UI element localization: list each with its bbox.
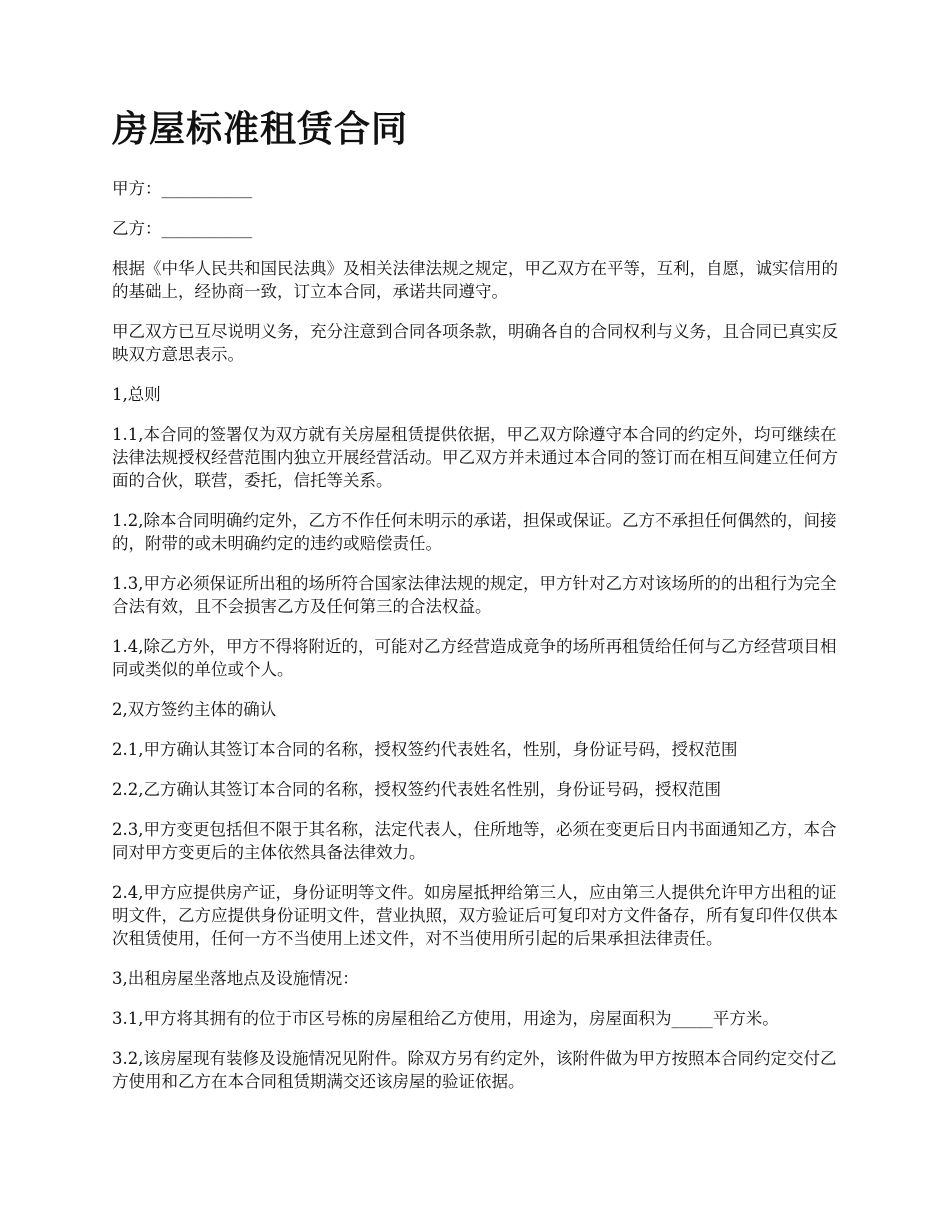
section-heading-2: 2,双方签约主体的确认	[112, 700, 277, 720]
clause-2-2: 2.2,乙方确认其签订本合同的名称，授权签约代表姓名性别，身份证号码，授权范围	[112, 780, 721, 800]
document-title: 房屋标准租赁合同	[112, 108, 409, 150]
party-b-line: 乙方：___________	[112, 219, 253, 239]
clause-2-3: 2.3,甲方变更包括但不限于其名称，法定代表人，住所地等，必须在变更后日内书面通知乙方，本合同对甲方变更后的主体依然具备法律效力。	[112, 820, 837, 863]
clause-1-2: 1.2,除本合同明确约定外，乙方不作任何未明示的承诺，担保或保证。乙方不承担任何偶然的，间接的，附带的或未明确约定的违约或赔偿责任。	[112, 511, 837, 554]
clause-1-1: 1.1,本合同的签署仅为双方就有关房屋租赁提供依据，甲乙双方除遵守本合同的约定外，均可继续在法律法规授权经营范围内独立开展经营活动。甲乙双方并未通过本合同的签订而在相互间建立任何方面的合伙，联营，委托，信托等关系。	[112, 425, 838, 491]
clause-1-4: 1.4,除乙方外，甲方不得将附近的，可能对乙方经营造成竟争的场所再租赁给任何与乙方经营项目相同或类似的单位或个人。	[112, 637, 837, 680]
section-heading-3: 3,出租房屋坐落地点及设施情况：	[112, 969, 359, 989]
section-heading-1: 1,总则	[112, 385, 161, 405]
clause-1-3: 1.3,甲方必须保证所出租的场所符合国家法律法规的规定，甲方针对乙方对该场所的的出租行为完全合法有效，且不会损害乙方及任何第三的合法权益。	[112, 574, 837, 617]
disclosure-paragraph: 甲乙双方已互尽说明义务，充分注意到合同各项条款，明确各自的合同权利与义务，且合同已真实反映双方意思表示。	[112, 322, 838, 365]
clause-2-4: 2.4,甲方应提供房产证，身份证明等文件。如房屋抵押给第三人，应由第三人提供允许甲方出租的证明文件，乙方应提供身份证明文件，营业执照，双方验证后可复印对方文件备存，所有复印件仅供本次租赁使用，任何一方不当使用上述文件，对不当使用所引起的后果承担法律责任。	[112, 883, 838, 949]
document-page	[112, 108, 852, 1110]
clause-3-1: 3.1,甲方将其拥有的位于市区号栋的房屋租给乙方使用，用途为，房屋面积为_____平方米。	[112, 1009, 779, 1029]
clause-3-2: 3.2,该房屋现有装修及设施情况见附件。除双方另有约定外，该附件做为甲方按照本合同约定交付乙方使用和乙方在本合同租赁期满交还该房屋的验证依据。	[112, 1049, 837, 1092]
clause-2-1: 2.1,甲方确认其签订本合同的名称，授权签约代表姓名，性别，身份证号码，授权范围	[112, 740, 738, 760]
preamble-paragraph: 根据《中华人民共和国民法典》及相关法律法规之规定，甲乙双方在平等，互利，自愿，诚实信用的的基础上，经协商一致，订立本合同，承诺共同遵守。	[112, 259, 838, 302]
party-a-line: 甲方：___________	[112, 179, 253, 199]
